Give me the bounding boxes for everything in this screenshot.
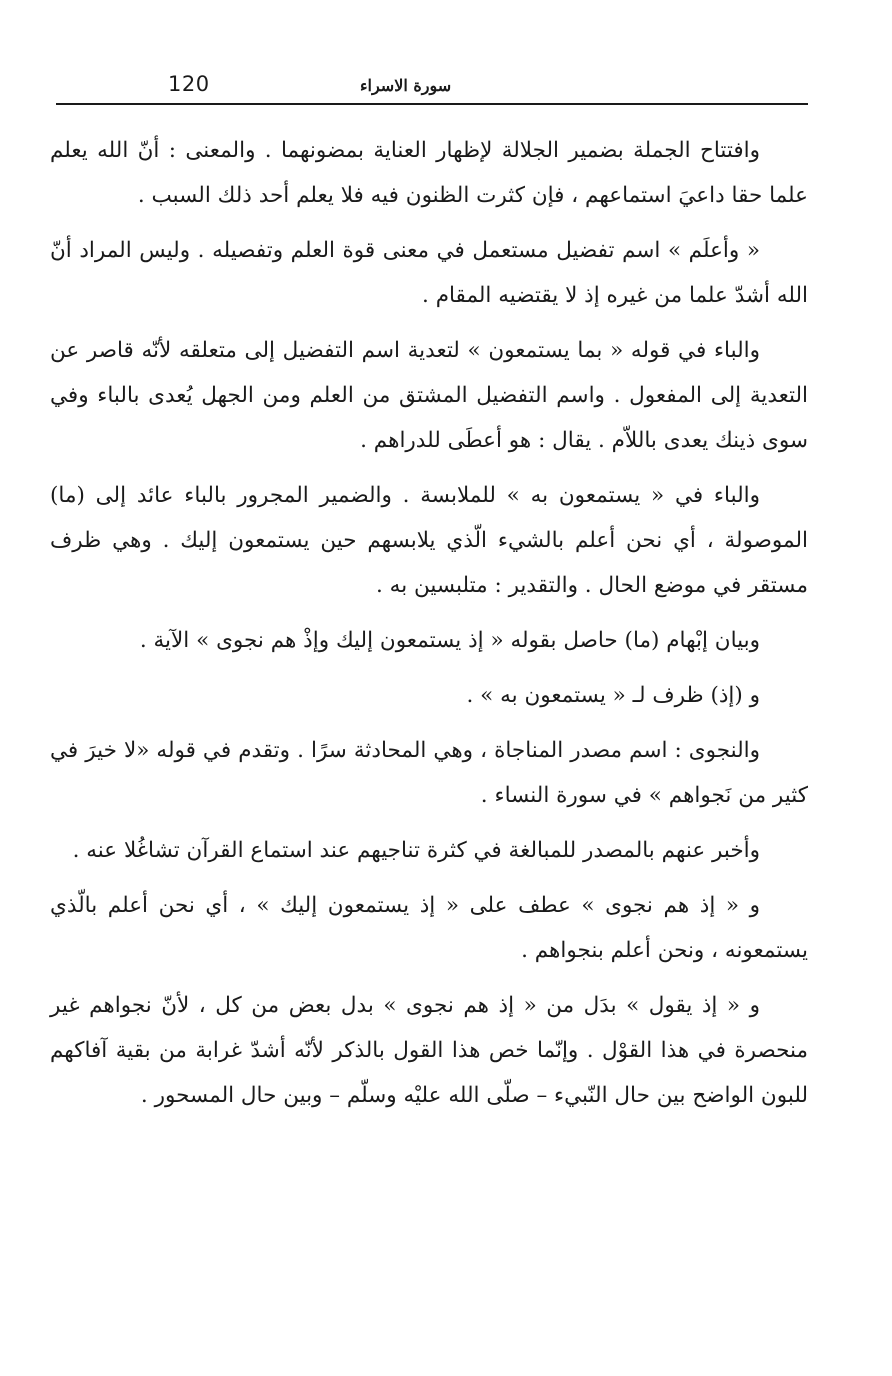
header-rule bbox=[56, 103, 808, 105]
paragraph: والباء في قوله « بما يستمعون » لتعدية اسم التفضيل إلى متعلقه لأنّه قاصر عن التعدية إلى المفعول . واسم التفضيل المشتق من العلم ومن الجهل يُعدى بالباء وفي سوى ذينك يعدى باللاّم . يقال : هو أعطَى للدراهم . bbox=[50, 338, 808, 453]
paragraph: و « إذ يقول » بدَل من « إذ هم نجوى » بدل بعض من كل ، لأنّ نجواهم غير منحصرة في هذا القوْل . وإنّما خص هذا القول بالذكر لأنّه أشدّ غرابة من بقية آفاكهم للبون الواضح بين حال النّبيء – صلّى الله عليْه وسلّم – وبين حال المسحور . bbox=[50, 993, 808, 1108]
paragraph: و « إذ هم نجوى » عطف على « إذ يستمعون إليك » ، أي نحن أعلم بالّذي يستمعونه ، ونحن أعلم بنجواهم . bbox=[50, 893, 808, 963]
running-title: سورة الاسراء bbox=[360, 76, 452, 95]
paragraph: و (إذ) ظرف لـ « يستمعون به » . bbox=[466, 683, 760, 708]
body-text bbox=[50, 128, 808, 1128]
paragraph: والنجوى : اسم مصدر المناجاة ، وهي المحادثة سرًا . وتقدم في قوله «لا خيرَ في كثير من نَجواهم » في سورة النساء . bbox=[50, 738, 808, 808]
paragraph: وأخبر عنهم بالمصدر للمبالغة في كثرة تناجيهم عند استماع القرآن تشاغُلا عنه . bbox=[72, 838, 760, 863]
paragraph: والباء في « يستمعون به » للملابسة . والضمير المجرور بالباء عائد إلى (ما) الموصولة ، أي نحن أعلم بالشيء الّذي يلابسهم حين يستمعون إليك . وهي ظرف مستقر في موضع الحال . والتقدير : متلبسين به . bbox=[50, 483, 808, 598]
page-number: 120 bbox=[168, 72, 210, 96]
paragraph: وافتتاح الجملة بضمير الجلالة لإظهار العناية بمضونهما . والمعنى : أنّ الله يعلم علما حقا داعيَ استماعهم ، فإن كثرت الظنون فيه فلا يعلم أحد ذلك السبب . bbox=[50, 138, 808, 208]
paragraph: « وأعلَم » اسم تفضيل مستعمل في معنى قوة العلم وتفصيله . وليس المراد أنّ الله أشدّ علما من غيره إذ لا يقتضيه المقام . bbox=[50, 238, 808, 308]
paragraph: وبيان إبْهام (ما) حاصل بقوله « إذ يستمعون إليك وإذْ هم نجوى » الآية . bbox=[139, 628, 760, 653]
page-header bbox=[56, 70, 808, 106]
